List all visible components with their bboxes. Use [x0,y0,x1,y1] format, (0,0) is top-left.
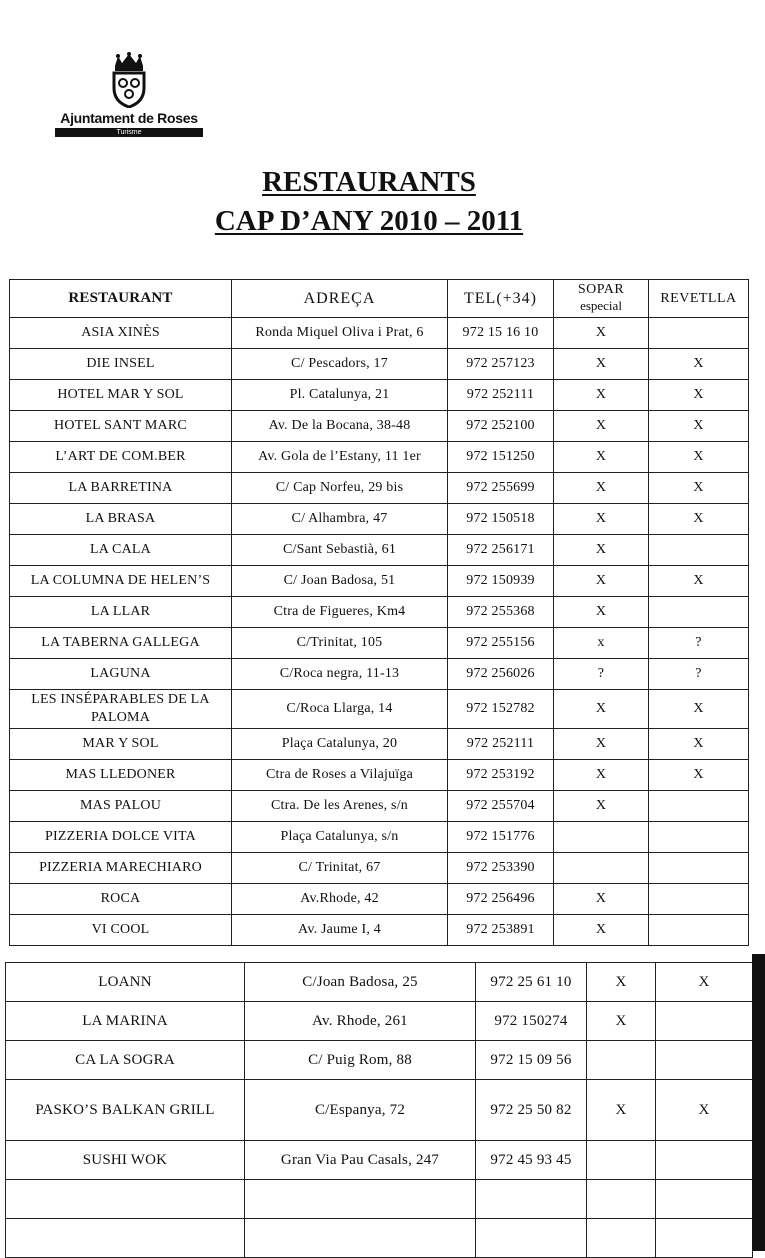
restaurant-name: MAS PALOU [10,791,232,822]
restaurant-phone: 972 25 50 82 [476,1080,587,1141]
table-row [10,318,749,349]
dinner-mark: X [554,915,649,946]
restaurant-phone: 972 253891 [448,915,554,946]
page-subtitle: CAP D’ANY 2010 – 2011 [214,205,524,237]
restaurant-phone [476,1219,587,1258]
party-mark [649,535,749,566]
restaurant-name: LAGUNA [10,659,232,690]
additional-restaurants-table [5,962,753,1258]
dinner-mark: X [554,791,649,822]
table-row [6,1141,753,1180]
restaurant-phone: 972 253192 [448,760,554,791]
party-mark: ? [649,659,749,690]
restaurant-name: LA TABERNA GALLEGA [10,628,232,659]
table-row [10,853,749,884]
restaurant-name: MAR Y SOL [10,729,232,760]
restaurant-address: Ronda Miquel Oliva i Prat, 6 [232,318,448,349]
restaurant-address: Plaça Catalunya, s/n [232,822,448,853]
restaurant-name: LA MARINA [6,1002,245,1041]
header-restaurant: RESTAURANT [10,280,232,318]
restaurant-name: PASKO’S BALKAN GRILL [6,1080,245,1141]
dinner-mark: X [554,760,649,791]
table-row [10,442,749,473]
header-address: ADREÇA [232,280,448,318]
dinner-mark: X [554,380,649,411]
ajuntament-logo [54,52,204,142]
table-row [6,1041,753,1080]
restaurant-phone: 972 151250 [448,442,554,473]
department-bar: Turisme [55,128,203,137]
restaurant-phone: 972 255704 [448,791,554,822]
restaurant-name: LA BRASA [10,504,232,535]
restaurant-name: HOTEL SANT MARC [10,411,232,442]
restaurant-name [6,1219,245,1258]
dinner-mark [587,1180,656,1219]
restaurant-phone: 972 256171 [448,535,554,566]
party-mark: X [649,760,749,791]
dinner-mark: X [554,411,649,442]
restaurant-address: Ctra. De les Arenes, s/n [232,791,448,822]
table-header-row [10,280,749,318]
party-mark [649,822,749,853]
party-mark: X [649,729,749,760]
party-mark [649,915,749,946]
header-party: REVETLLA [649,280,749,318]
header-dinner-line2: especial [580,298,622,313]
dinner-mark: X [554,535,649,566]
restaurant-phone: 972 255368 [448,597,554,628]
restaurant-phone: 972 255699 [448,473,554,504]
party-mark [656,1002,753,1041]
dinner-mark: X [587,1080,656,1141]
restaurant-name: LA CALA [10,535,232,566]
table-row [6,1219,753,1258]
restaurant-name: LA COLUMNA DE HELEN’S [10,566,232,597]
table-row [10,791,749,822]
restaurant-name: PIZZERIA DOLCE VITA [10,822,232,853]
restaurant-address: Ctra de Roses a Vilajuïga [232,760,448,791]
header-dinner-line1: SOPAR [577,282,625,297]
restaurant-phone: 972 257123 [448,349,554,380]
restaurant-address: Pl. Catalunya, 21 [232,380,448,411]
restaurant-address: C/ Puig Rom, 88 [245,1041,476,1080]
party-mark: X [656,963,753,1002]
restaurant-phone: 972 252111 [448,380,554,411]
dinner-mark: X [554,597,649,628]
restaurants-table [9,279,749,946]
restaurant-address: C/Trinitat, 105 [232,628,448,659]
restaurant-name: LES INSÉPARABLES DE LA PALOMA [10,690,232,729]
restaurant-address: C/ Joan Badosa, 51 [232,566,448,597]
restaurant-phone: 972 150939 [448,566,554,597]
restaurant-name: ROCA [10,884,232,915]
restaurant-name: LOANN [6,963,245,1002]
restaurant-phone: 972 45 93 45 [476,1141,587,1180]
table-row [10,566,749,597]
table-row [6,1180,753,1219]
restaurant-name [6,1180,245,1219]
restaurant-name: LA LLAR [10,597,232,628]
table-row [10,628,749,659]
party-mark: X [656,1080,753,1141]
restaurant-name: HOTEL MAR Y SOL [10,380,232,411]
restaurant-phone [476,1180,587,1219]
party-mark [656,1219,753,1258]
table-row [10,535,749,566]
table-row [10,915,749,946]
table-row [10,473,749,504]
table-row [10,690,749,729]
organization-name: Ajuntament de Roses [60,110,198,126]
restaurant-address [245,1180,476,1219]
party-mark [649,791,749,822]
party-mark: X [649,504,749,535]
dinner-mark: X [554,690,649,729]
restaurant-address: Ctra de Figueres, Km4 [232,597,448,628]
restaurant-name: PIZZERIA MARECHIARO [10,853,232,884]
table-row [10,729,749,760]
party-mark: X [649,566,749,597]
restaurant-phone: 972 150518 [448,504,554,535]
restaurant-address: Av.Rhode, 42 [232,884,448,915]
restaurant-address: C/ Cap Norfeu, 29 bis [232,473,448,504]
dinner-mark: X [554,504,649,535]
dinner-mark: X [554,318,649,349]
restaurant-name: MAS LLEDONER [10,760,232,791]
party-mark [656,1141,753,1180]
restaurant-phone: 972 253390 [448,853,554,884]
dinner-mark [554,853,649,884]
party-mark [649,597,749,628]
dinner-mark [587,1219,656,1258]
table-row [10,760,749,791]
party-mark: X [649,411,749,442]
header-dinner [554,280,649,318]
restaurant-address: C/ Alhambra, 47 [232,504,448,535]
party-mark: X [649,690,749,729]
restaurant-phone: 972 15 09 56 [476,1041,587,1080]
party-mark: X [649,349,749,380]
restaurant-phone: 972 256026 [448,659,554,690]
restaurant-phone: 972 152782 [448,690,554,729]
restaurant-address: Av. Gola de l’Estany, 11 1er [232,442,448,473]
dinner-mark [554,822,649,853]
dinner-mark: X [554,473,649,504]
dinner-mark: X [554,729,649,760]
restaurant-address: C/ Trinitat, 67 [232,853,448,884]
party-mark: X [649,473,749,504]
restaurant-address: Plaça Catalunya, 20 [232,729,448,760]
restaurants-table-body [10,280,749,946]
restaurant-address: C/Roca negra, 11-13 [232,659,448,690]
page-title: RESTAURANTS [262,166,476,198]
additional-restaurants-table-body [6,963,753,1258]
restaurant-name: ASIA XINÈS [10,318,232,349]
scan-edge [752,954,765,1251]
restaurant-address: C/Espanya, 72 [245,1080,476,1141]
dinner-mark: X [554,349,649,380]
dinner-mark [587,1141,656,1180]
party-mark [649,318,749,349]
party-mark [649,853,749,884]
party-mark [656,1041,753,1080]
header-phone: TEL(+34) [448,280,554,318]
party-mark: X [649,442,749,473]
restaurant-address: Av. Rhode, 261 [245,1002,476,1041]
restaurant-address: Av. Jaume I, 4 [232,915,448,946]
restaurant-name: LA BARRETINA [10,473,232,504]
dinner-mark: X [554,566,649,597]
restaurant-phone: 972 252100 [448,411,554,442]
restaurant-address: Av. De la Bocana, 38-48 [232,411,448,442]
restaurant-name: VI COOL [10,915,232,946]
restaurant-phone: 972 255156 [448,628,554,659]
restaurant-name: SUSHI WOK [6,1141,245,1180]
table-row [6,1002,753,1041]
restaurant-name: DIE INSEL [10,349,232,380]
table-row [6,963,753,1002]
dinner-mark: X [554,442,649,473]
table-row [10,504,749,535]
dinner-mark: ? [554,659,649,690]
dinner-mark: X [554,884,649,915]
restaurant-name: L’ART DE COM.BER [10,442,232,473]
table-row [10,659,749,690]
party-mark: ? [649,628,749,659]
restaurant-address: C/Joan Badosa, 25 [245,963,476,1002]
restaurant-phone: 972 256496 [448,884,554,915]
party-mark [649,884,749,915]
restaurant-address: C/ Pescadors, 17 [232,349,448,380]
dinner-mark [587,1041,656,1080]
table-row [10,411,749,442]
table-row [6,1080,753,1141]
dinner-mark: X [587,963,656,1002]
table-row [10,380,749,411]
restaurant-address [245,1219,476,1258]
dinner-mark: X [587,1002,656,1041]
restaurant-phone: 972 150274 [476,1002,587,1041]
restaurant-address: Gran Via Pau Casals, 247 [245,1141,476,1180]
restaurant-phone: 972 151776 [448,822,554,853]
dinner-mark: x [554,628,649,659]
restaurant-phone: 972 25 61 10 [476,963,587,1002]
restaurant-address: C/Sant Sebastià, 61 [232,535,448,566]
restaurant-phone: 972 252111 [448,729,554,760]
party-mark [656,1180,753,1219]
table-row [10,884,749,915]
party-mark: X [649,380,749,411]
restaurant-phone: 972 15 16 10 [448,318,554,349]
coat-of-arms-icon [102,52,156,108]
table-row [10,822,749,853]
restaurant-address: C/Roca Llarga, 14 [232,690,448,729]
restaurant-name: CA LA SOGRA [6,1041,245,1080]
table-row [10,597,749,628]
table-row [10,349,749,380]
